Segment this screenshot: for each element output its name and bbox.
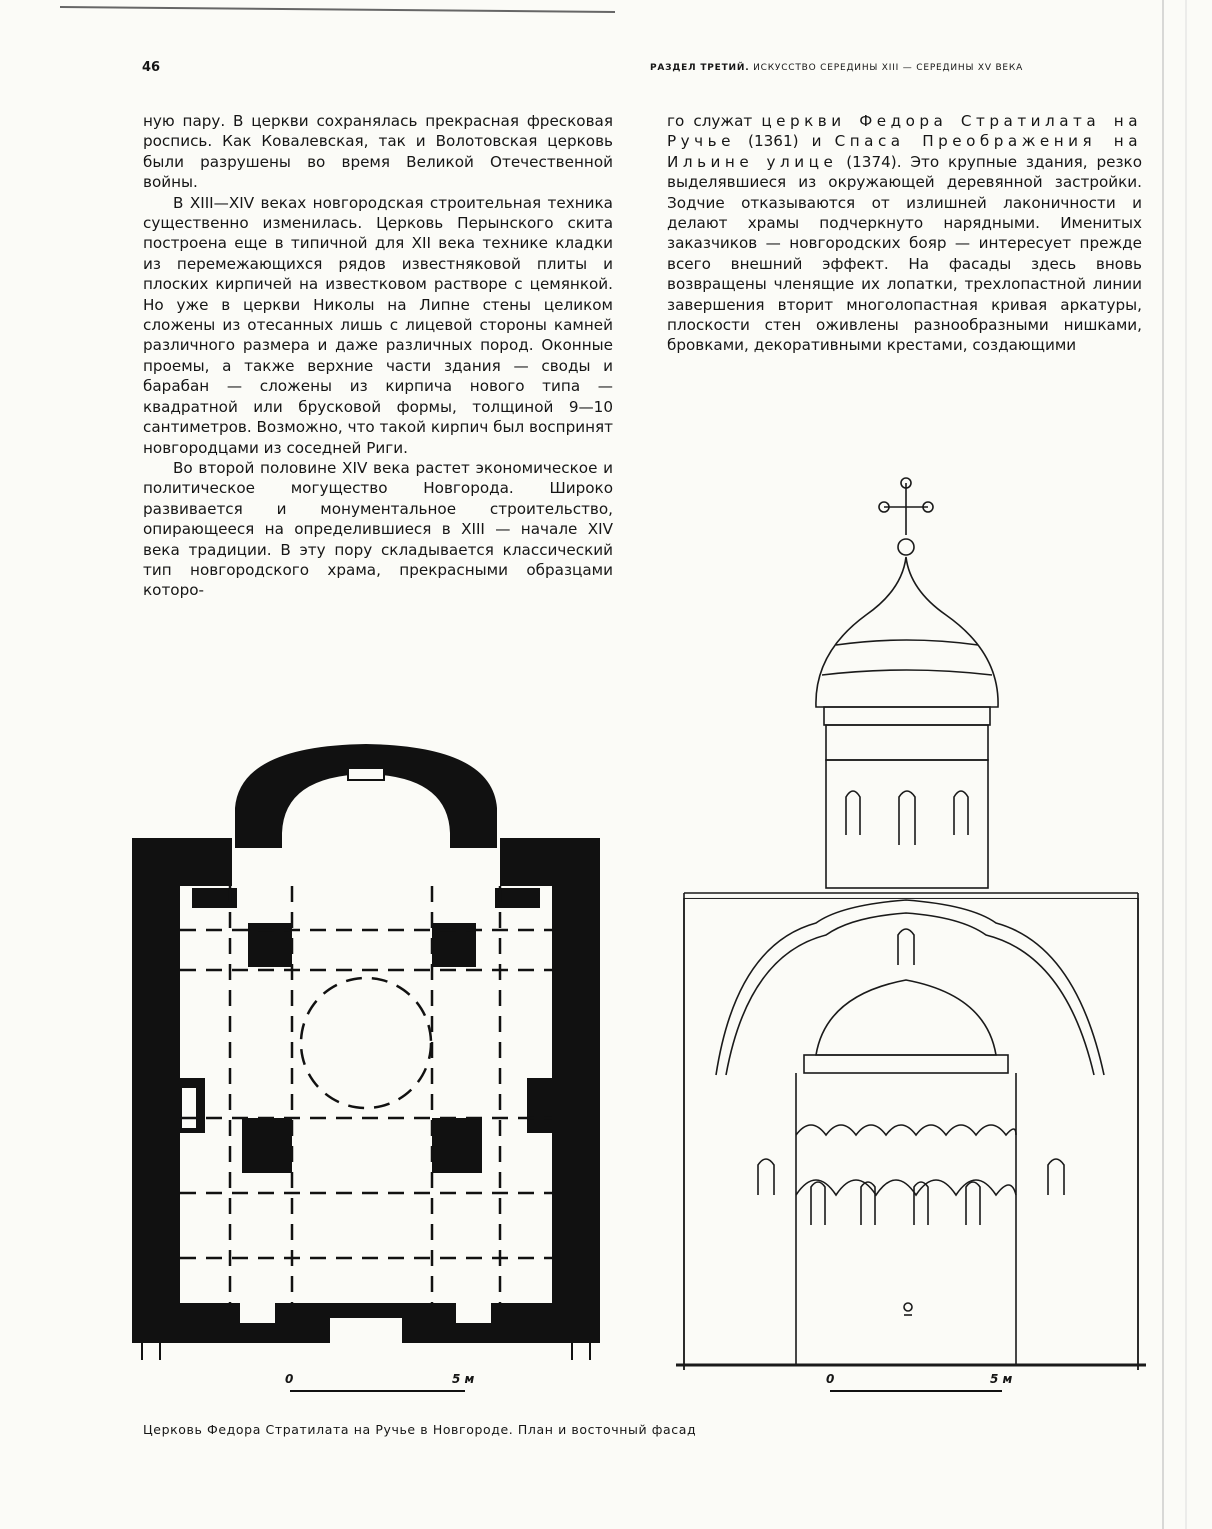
plan-scale-end: 5 м	[452, 1372, 475, 1386]
facade-scale-end: 5 м	[990, 1372, 1013, 1386]
running-head	[650, 63, 1150, 73]
facade-scale-bar	[830, 1386, 1010, 1396]
paragraph: ную пару. В церкви сохранялась прекрасная фресковая роспись. Как Ковалевская, так и Волотовская церковь были разрушены во время Великой Отечественной войны.	[143, 112, 613, 192]
text-run: (1361) и	[748, 132, 822, 151]
plan-scale-bar	[290, 1386, 470, 1396]
spaced-church-name: Спаса Преображения на Ильине улице	[667, 132, 1143, 171]
page-number: 46	[142, 60, 161, 75]
text-run: го служат	[667, 112, 753, 130]
plan-scale-start: 0	[285, 1372, 294, 1386]
spaced-church-name: церкви Федора Стратилата на Ручье	[667, 112, 1143, 151]
text-run: (1374). Это крупные здания, резко выделявшиеся из окружающей деревянной застройки. Зодчие отказываются от излишней лаконичности и делают храмы подчеркнуто нарядными. Именитых заказчиков — новгородских бояр — интересует прежде всего внешний эффект. На фасады здесь вновь возвращены членящие их лопатки, трехлопастной линии завершения вторит многолопастная кривая аркатуры, плоскости стен оживлены разнообразными нишками, бровками, декоративными крестами, создающими	[667, 152, 1142, 355]
left-text-column	[143, 111, 613, 601]
church-east-facade-drawing	[676, 475, 1146, 1370]
paragraph: В XIII—XIV веках новгородская строительная техника существенно изменилась. Церковь Перынского скита построена еще в типичной для XII века технике кладки из перемежающихся рядов известняковой плиты и плоских кирпичей на известковом растворе с цемянкой. Но уже в церкви Николы на Липне стены целиком сложены из отесанных лишь с лицевой стороны камней различного размера и даже различных пород. Оконные проемы, а также верхние части здания — своды и барабан — сложены из кирпича нового типа — квадратной или брусковой формы, толщиной 9—10 сантиметров. Возможно, что такой кирпич был воспринят новгородцами из соседней Риги.	[143, 193, 613, 457]
running-head-title: ИСКУССТВО СЕРЕДИНЫ XIII — СЕРЕДИНЫ XV ВЕКА	[753, 63, 1024, 73]
figure-caption: Церковь Федора Стратилата на Ручье в Новгороде. План и восточный фасад	[143, 1422, 697, 1437]
church-plan-drawing	[130, 738, 602, 1360]
paragraph: Во второй половине XIV века растет экономическое и политическое могущество Новгорода. Широко развивается и монументальное строительство, опирающееся на определившиеся в XIII — начале XIV века традиции. В эту пору складывается классический тип новгородского храма, прекрасными образцами которо-	[143, 458, 613, 600]
facade-scale-start: 0	[826, 1372, 835, 1386]
paragraph	[667, 111, 1142, 356]
running-head-part: РАЗДЕЛ ТРЕТИЙ.	[650, 63, 750, 73]
right-text-column	[667, 111, 1142, 356]
